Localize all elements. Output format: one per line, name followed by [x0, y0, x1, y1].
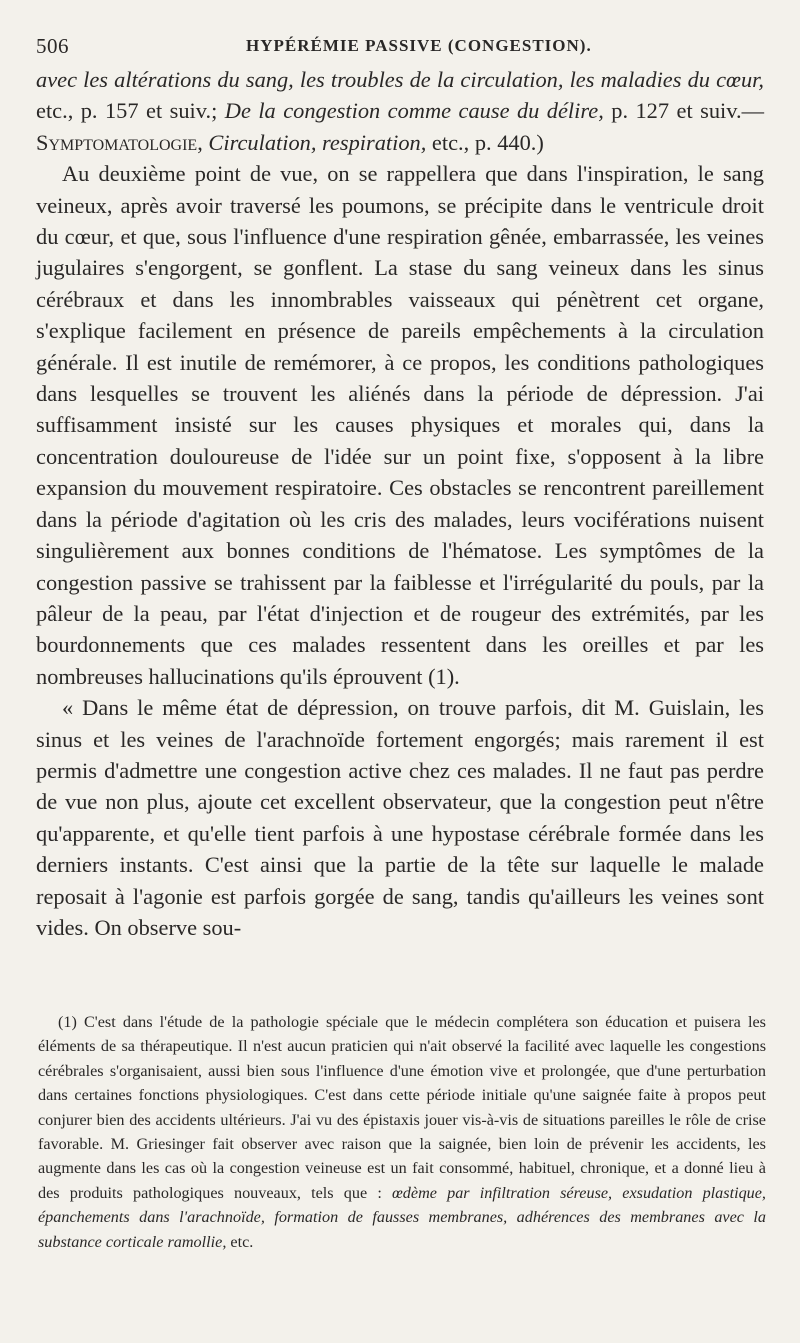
italic-text: avec les altérations du sang, les troubles de la circulation, les maladies du cœur, — [36, 67, 764, 92]
paragraph-quote: « Dans le même état de dépression, on trouve parfois, dit M. Guislain, les sinus et les veines de l'arachnoïde fortement engorgés; mais rarement il est permis d'admettre une congestion active chez ces malades. Il ne faut pas perdre de vue non plus, ajoute cet excellent observateur, que la congestion peut n'être qu'apparente, et qu'elle tient parfois à une hypostase cérébrale formée dans les derniers instants. C'est ainsi que la partie de la tête sur laquelle le malade reposait à l'agonie est parfois gorgée de sang, tandis qu'ailleurs les veines sont vides. On observe sou- — [36, 695, 764, 940]
text-span: (1) C'est dans l'étude de la pathologie spéciale que le médecin complétera son éducation et puisera les éléments de sa thérapeutique. Il n'est aucun praticien qui n'ait observé la facilité avec laquelle les congestions cérébrales s'organisaient, aussi bien sous l'influence d'une émotion vive et prolongée, que d'une perturbation dans certaines fonctions physiologiques. C'est dans cette période initiale qu'une saignée faite à propos peut conjurer bien des accidents ultérieurs. J'ai vu des épistaxis jouer vis-à-vis de situations pareilles le rôle de crise favorable. M. Griesinger fait observer avec raison que la saignée, bien loin de prévenir les accidents, les augmente dans les cas où la congestion veineuse est un fait consommé, habituel, chronique, et a donné lieu à des produits pathologiques nouveaux, tels que : — [38, 1013, 766, 1202]
paragraph-continuation — [36, 64, 764, 158]
paragraph: Au deuxième point de vue, on se rappellera que dans l'inspiration, le sang veineux, après avoir traversé les poumons, se précipite dans le ventricule droit du cœur, et que, sous l'influence d'une respiration gênée, embarrassée, les veines jugulaires s'engorgent, se gonflent. La stase du sang veineux dans les sinus cérébraux et dans les innombrables vaisseaux qui pénètrent cet organe, s'explique facilement en présence de pareils empêchements à la circulation générale. Il est inutile de remémorer, à ce propos, les conditions pathologiques dans lesquelles se trouvent les aliénés dans la période de dépression. J'ai suffisamment insisté sur les causes physiques et morales qui, dans la concentration douloureuse de l'idée sur un point fixe, s'opposent à la libre expansion du mouvement respiratoire. Ces obstacles se rencontrent pareillement dans la période d'agitation où les cris des malades, leurs vociférations nuisent singulièrement aux bonnes conditions de l'hématose. Les symptômes de la congestion passive se trahissent par la faiblesse et l'irrégularité du pouls, par la pâleur de la peau, par l'état d'injection et de rougeur des extrémités, par les bourdonnements que ces malades ressentent dans les oreilles et par les nombreuses hallucinations qu'ils éprouvent (1). — [36, 161, 764, 689]
footnote — [38, 1010, 766, 1254]
page-number: 506 — [36, 34, 69, 58]
italic-text: Circulation, respiration, — [208, 129, 427, 155]
text-span: etc. — [226, 1232, 254, 1251]
small-caps-text: Symptomatologie, — [36, 129, 203, 155]
page-header — [36, 30, 764, 64]
text-span: etc., p. 440.) — [426, 129, 544, 155]
italic-text: œdème par infiltration séreuse, exsudation plastique, épanchements dans l'arachnoïde, formation de fausses membranes, adhérences des membranes avec la substance corticale ramollie, — [38, 1183, 766, 1251]
text-span: p. 127 et suiv.— — [603, 98, 764, 124]
running-title: HYPÉRÉMIE PASSIVE (CONGESTION). — [246, 36, 592, 55]
text-span: etc., p. 157 et suiv.; — [36, 98, 225, 124]
main-text — [36, 64, 764, 943]
italic-text: De la congestion comme cause du délire, — [224, 98, 604, 124]
footnote-text — [38, 1010, 766, 1254]
